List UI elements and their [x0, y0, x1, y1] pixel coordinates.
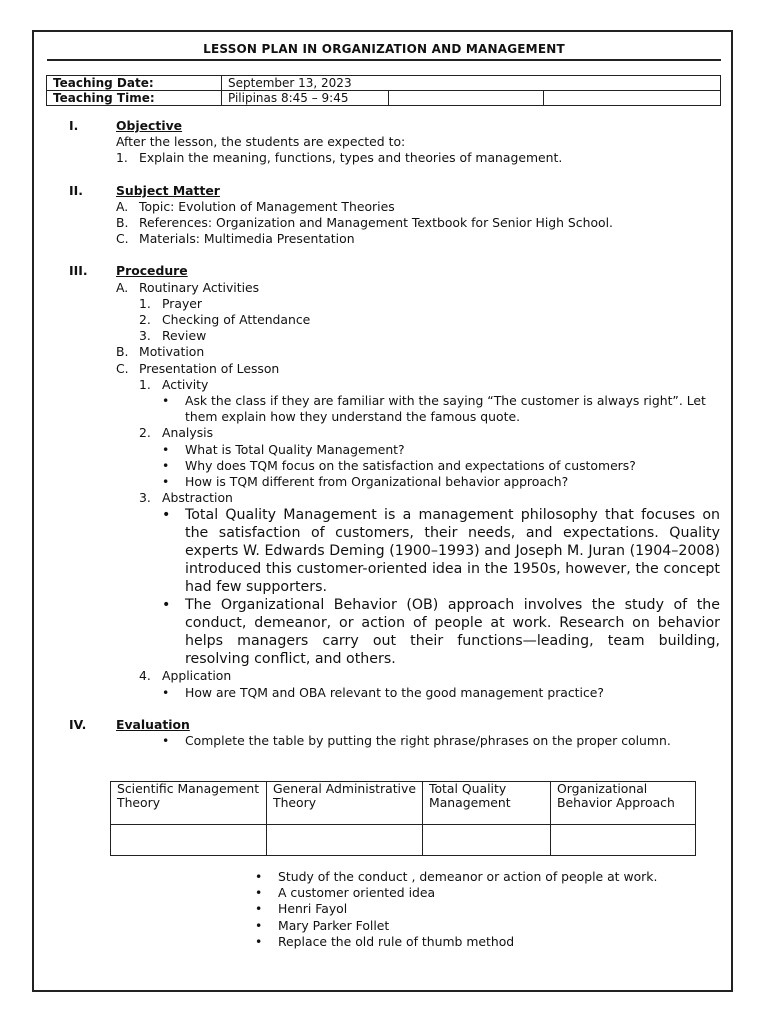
bullet-icon: •: [162, 474, 170, 490]
phrase-text: Replace the old rule of thumb method: [278, 933, 515, 949]
title-divider: [47, 59, 721, 61]
list-item: [0, 869, 768, 885]
bullet-item: [0, 506, 720, 596]
list-marker: 4.: [139, 668, 151, 684]
list-item: [0, 328, 768, 344]
list-text: Checking of Attendance: [162, 312, 311, 328]
teaching-info-table: [46, 75, 721, 106]
bullet-text: How are TQM and OBA relevant to the good management practice?: [185, 684, 605, 700]
list-marker: 1.: [116, 150, 128, 166]
bullet-icon: •: [255, 869, 263, 884]
bullet-text: What is Total Quality Management?: [185, 441, 405, 457]
bullet-text: Complete the table by putting the right phrase/phrases on the proper column.: [185, 733, 671, 749]
list-item: [0, 885, 768, 901]
phrase-text: Study of the conduct , demeanor or action of people at work.: [278, 869, 658, 884]
bullet-icon: •: [162, 597, 171, 614]
document-title: LESSON PLAN IN ORGANIZATION AND MANAGEMENT: [203, 42, 565, 56]
list-marker: 3.: [139, 490, 151, 506]
section-title: Subject Matter: [116, 182, 220, 198]
list-item: [0, 231, 768, 247]
column-header: Total Quality Management: [423, 782, 551, 825]
bullet-text: The Organizational Behavior (OB) approach involves the study of the conduct, demeanor, or action of people at work. Research on behavior helps managers carry out their functions—leading, team building, resolving conflict, and others.: [185, 597, 720, 668]
list-item: [0, 361, 768, 377]
bullet-item: [0, 685, 720, 701]
section-title: Objective: [116, 118, 183, 133]
list-item: [0, 377, 768, 393]
bullet-icon: •: [162, 507, 171, 524]
phrase-text: Henri Fayol: [278, 901, 348, 917]
bullet-text: Total Quality Management is a management philosophy that focuses on the satisfaction of customers, their needs, and expectations. Quality experts W. Edwards Deming (1900–1993) and Joseph M. Juran (1904–2008) introduced this customer-oriented idea in the 1950s, however, the concept had few supporters.: [185, 507, 720, 596]
phrase-list: [0, 869, 768, 950]
phrase-text: Mary Parker Follet: [278, 917, 390, 933]
list-item: [0, 312, 768, 328]
column-header: Organizational Behavior Approach: [551, 782, 696, 825]
list-text: Prayer: [162, 295, 202, 311]
list-item: [0, 296, 768, 312]
list-marker: B.: [116, 215, 129, 231]
teaching-time-label: Teaching Time:: [47, 91, 222, 106]
list-marker: C.: [116, 360, 129, 376]
answer-cell[interactable]: [551, 825, 696, 856]
lesson-content: [0, 118, 768, 765]
list-item: [0, 668, 768, 684]
table-row: [111, 825, 696, 856]
list-marker: 2.: [139, 425, 151, 441]
list-text: Explain the meaning, functions, types and theories of management.: [139, 150, 563, 166]
list-text: Presentation of Lesson: [139, 360, 280, 376]
list-text: Activity: [162, 376, 209, 392]
bullet-item: [0, 474, 720, 490]
list-item: [0, 490, 768, 506]
bullet-icon: •: [162, 684, 170, 700]
bullet-item: [0, 733, 720, 749]
phrase-text: A customer oriented idea: [278, 885, 436, 901]
list-text: References: Organization and Management Textbook for Senior High School.: [139, 215, 613, 231]
bullet-icon: •: [255, 885, 263, 901]
answer-cell[interactable]: [267, 825, 423, 856]
list-item: [0, 344, 768, 360]
list-text: Analysis: [162, 425, 214, 441]
list-marker: 3.: [139, 328, 151, 344]
bullet-text: Ask the class if they are familiar with the saying “The customer is always right”. Let them explain how they understand the famous quote.: [185, 393, 706, 425]
list-text: Review: [162, 328, 207, 344]
list-marker: A.: [116, 198, 129, 214]
teaching-time-value: Pilipinas 8:45 – 9:45: [222, 91, 389, 106]
section-title: Evaluation: [116, 716, 190, 732]
section-procedure: [0, 263, 768, 700]
bullet-text: Why does TQM focus on the satisfaction and expectations of customers?: [185, 457, 636, 473]
teaching-time-row: [47, 91, 721, 106]
section-number: I.: [69, 118, 79, 133]
empty-cell: [544, 91, 721, 106]
bullet-icon: •: [162, 457, 170, 473]
bullet-icon: •: [255, 901, 263, 917]
column-header: General Administrative Theory: [267, 782, 423, 825]
bullet-item: [0, 442, 720, 458]
bullet-icon: •: [255, 933, 263, 949]
section-number: IV.: [69, 716, 87, 732]
teaching-date-value: September 13, 2023: [222, 76, 721, 91]
section-subject-matter: [0, 183, 768, 248]
section-title: Procedure: [116, 263, 188, 279]
list-item: [0, 901, 768, 917]
bullet-icon: •: [162, 733, 170, 749]
list-item: [0, 150, 768, 166]
evaluation-table: [110, 781, 696, 856]
section-evaluation: [0, 717, 768, 749]
bullet-item: [0, 458, 720, 474]
bullet-icon: •: [162, 393, 170, 409]
list-text: Routinary Activities: [139, 279, 260, 295]
column-header: Scientific Management Theory: [111, 782, 267, 825]
objective-intro: After the lesson, the students are expected to:: [116, 134, 406, 150]
section-objective: [0, 118, 768, 167]
list-marker: A.: [116, 279, 129, 295]
list-item: [0, 280, 768, 296]
list-item: [0, 934, 768, 950]
list-text: Materials: Multimedia Presentation: [139, 231, 355, 247]
list-item: [0, 215, 768, 231]
list-item: [0, 425, 768, 441]
bullet-icon: •: [162, 441, 170, 457]
bullet-icon: •: [255, 917, 263, 933]
teaching-date-row: [47, 76, 721, 91]
bullet-item: [0, 393, 720, 425]
list-text: Application: [162, 668, 232, 684]
list-item: [0, 199, 768, 215]
section-number: II.: [69, 182, 83, 198]
answer-cell[interactable]: [111, 825, 267, 856]
list-marker: C.: [116, 231, 129, 247]
answer-cell[interactable]: [423, 825, 551, 856]
teaching-date-label: Teaching Date:: [47, 76, 222, 91]
list-marker: 1.: [139, 376, 151, 392]
section-number: III.: [69, 263, 88, 279]
bullet-text: How is TQM different from Organizational behavior approach?: [185, 474, 569, 490]
list-text: Motivation: [139, 344, 205, 360]
list-item: [0, 918, 768, 934]
list-text: Topic: Evolution of Management Theories: [139, 198, 395, 214]
list-text: Abstraction: [162, 490, 233, 506]
bullet-item: [0, 596, 720, 668]
list-marker: 2.: [139, 312, 151, 328]
list-marker: B.: [116, 344, 129, 360]
list-marker: 1.: [139, 295, 151, 311]
table-header-row: [111, 782, 696, 825]
empty-cell: [389, 91, 544, 106]
